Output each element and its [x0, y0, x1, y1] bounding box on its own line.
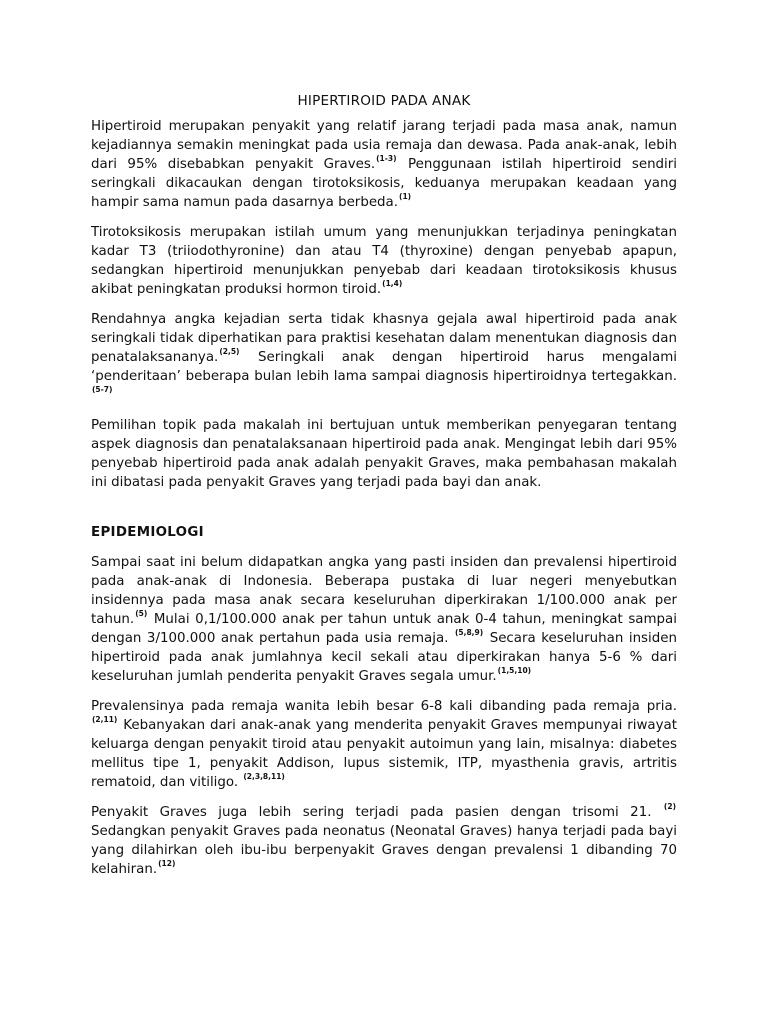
- document-body: [91, 93, 677, 890]
- paragraph-text: Penyakit Graves juga lebih sering terjadi pada pasien dengan trisomi 21.: [91, 805, 663, 820]
- paragraph: [91, 697, 677, 792]
- paragraph: [91, 803, 677, 879]
- paragraph-text: Pemilihan topik pada makalah ini bertujuan untuk memberikan penyegaran tentang aspek diagnosis dan penatalaksanaan hipertiroid pada anak. Mengingat lebih dari 95% penyebab hipertiroid pada anak adalah penyakit Graves, maka pembahasan makalah ini dibatasi pada penyakit Graves yang terjadi pada bayi dan anak.: [91, 418, 677, 490]
- intro-section: [91, 117, 677, 492]
- paragraph: [91, 223, 677, 299]
- citation-superscript: (2,5): [219, 347, 240, 357]
- citation-superscript: (2,11): [92, 715, 118, 725]
- citation-superscript: (1,5,10): [497, 666, 532, 676]
- section-heading-epidemiologi: EPIDEMIOLOGI: [91, 525, 204, 540]
- paragraph-text: Rendahnya angka kejadian serta tidak khasnya gejala awal hipertiroid pada anak seringkali tidak diperhatikan para praktisi kesehatan dalam menentukan diagnosis dan penatalaksananya.: [91, 312, 677, 365]
- paragraph: [91, 553, 677, 686]
- paragraph: [91, 416, 677, 492]
- citation-superscript: (2): [663, 802, 676, 812]
- paragraph: [91, 310, 677, 405]
- citation-superscript: (1-3): [376, 154, 397, 164]
- citation-superscript: (1): [399, 192, 412, 202]
- epidemiologi-section: [91, 553, 677, 879]
- citation-superscript: (5,8,9): [454, 628, 484, 638]
- paragraph-text: Penggunaan istilah hipertiroid sendiri seringkali dikacaukan dengan tirotoksikosis, keduanya merupakan keadaan yang hampir sama namun pada dasarnya berbeda.: [91, 157, 678, 210]
- paragraph-text: Sampai saat ini belum didapatkan angka yang pasti insiden dan prevalensi hipertiroid pada anak-anak di Indonesia. Beberapa pustaka di luar negeri menyebutkan insidennya pada masa anak secara keseluruhan diperkirakan 1/100.000 anak per tahun.: [91, 555, 677, 627]
- paragraph-text: Mulai 0,1/100.000 anak per tahun untuk anak 0-4 tahun, meningkat sampai dengan 3/100.000 anak pertahun pada usia remaja.: [91, 612, 677, 646]
- citation-superscript: (12): [158, 859, 176, 869]
- paragraph-text: Sedangkan penyakit Graves pada neonatus (Neonatal Graves) hanya terjadi pada bayi yang dilahirkan oleh ibu-ibu berpenyakit Graves dengan prevalensi 1 dibanding 70 kelahiran.: [91, 824, 677, 877]
- citation-superscript: (1,4): [382, 279, 403, 289]
- paragraph-text: Kebanyakan dari anak-anak yang menderita penyakit Graves mempunyai riwayat keluarga dengan penyakit tiroid atau penyakit autoimun yang lain, misalnya: diabetes mellitus tipe 1, penyakit Addison, lupus sistemik, ITP, myasthenia gravis, artritis rematoid, dan vitiligo.: [91, 718, 677, 790]
- citation-superscript: (5): [135, 609, 148, 619]
- paragraph-text: Hipertiroid merupakan penyakit yang relatif jarang terjadi pada masa anak, namun kejadiannya semakin meningkat pada usia remaja dan dewasa. Pada anak-anak, lebih dari 95% disebabkan penyakit Graves.: [91, 119, 677, 172]
- paragraph-text: Seringkali anak dengan hipertiroid harus mengalami ‘penderitaan’ beberapa bulan lebih lama sampai diagnosis hipertiroidnya tertegakkan.: [91, 350, 677, 384]
- paragraph: [91, 117, 677, 212]
- citation-superscript: (5-7): [92, 385, 113, 395]
- document-title: HIPERTIROID PADA ANAK: [297, 93, 471, 109]
- citation-superscript: (2,3,8,11): [243, 772, 285, 782]
- paragraph-text: Secara keseluruhan insiden hipertiroid pada anak jumlahnya kecil sekali atau diperkirakan hanya 5-6 % dari keseluruhan jumlah penderita penyakit Graves segala umur.: [91, 631, 677, 684]
- paragraph-text: Tirotoksikosis merupakan istilah umum yang menunjukkan terjadinya peningkatan kadar T3 (triiodothyronine) dan atau T4 (thyroxine) dengan penyebab apapun, sedangkan hipertiroid menunjukkan penyebab dari keadaan tirotoksikosis khusus akibat peningkatan produksi hormon tiroid.: [91, 225, 677, 297]
- paragraph-text: Prevalensinya pada remaja wanita lebih besar 6-8 kali dibanding pada remaja pria.: [91, 699, 677, 714]
